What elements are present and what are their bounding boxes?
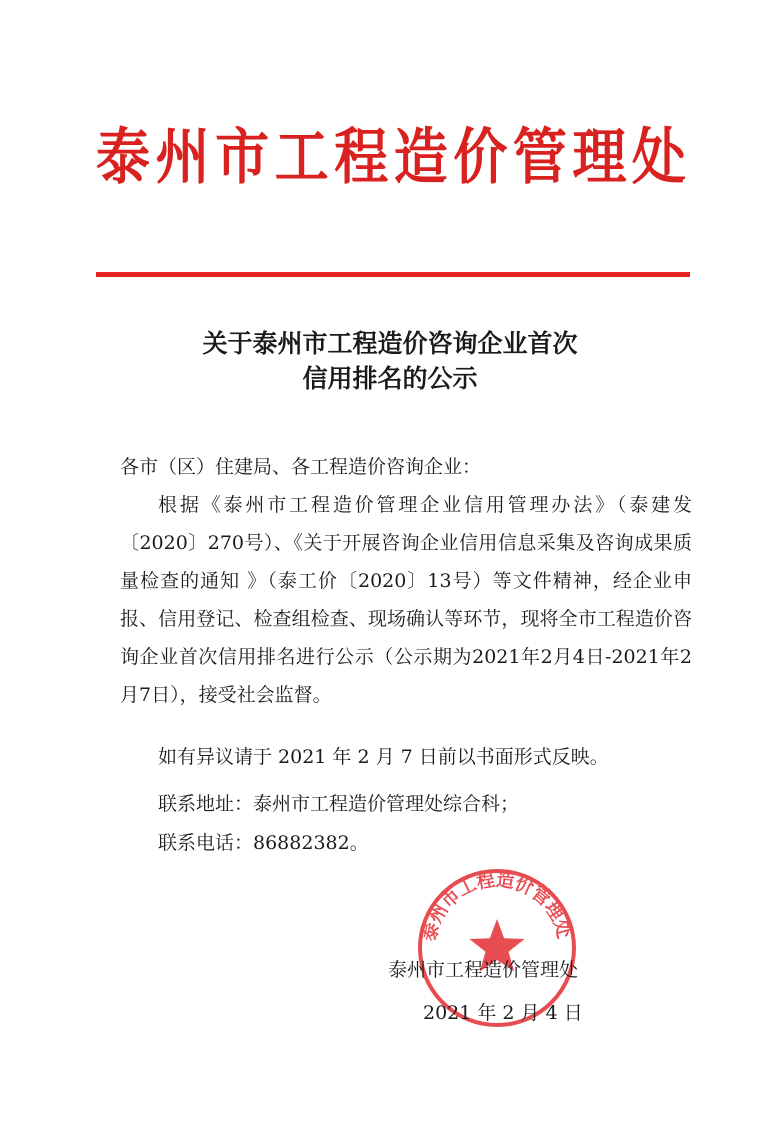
contact-address: 联系地址：泰州市工程造价管理处综合科； — [158, 793, 520, 815]
letterhead-char: 处 — [631, 120, 686, 192]
signature-date: 2021 年 2 月 4 日 — [423, 1002, 583, 1024]
notice-title — [80, 326, 700, 396]
letterhead-char: 造 — [393, 120, 448, 192]
letterhead-char: 州 — [155, 120, 210, 192]
letterhead-char: 理 — [572, 120, 627, 192]
letterhead-char: 程 — [334, 120, 389, 192]
salutation: 各市（区）住建局、各工程造价咨询企业： — [120, 456, 482, 478]
letterhead-char: 价 — [453, 120, 508, 192]
main-paragraph: 根据《泰州市工程造价管理企业信用管理办法》（泰建发〔2020〕270号）、《关于开展咨询企业信用信息采集及咨询成果质量检查的通知 》（泰工价〔2020〕13号）等文件精神，经企业申报、信用登记、检查组检查、现场确认等环节，现将全市工程造价咨询企业首次信用排名进行公示（公示期为2021年2月4日-2021年2月7日），接受社会监督。 — [120, 494, 692, 706]
letterhead-divider — [96, 272, 690, 277]
objection-note: 如有异议请于 2021 年 2 月 7 日前以书面形式反映。 — [158, 746, 609, 768]
letterhead-title — [96, 112, 686, 192]
contact-phone: 联系电话：86882382。 — [158, 832, 369, 854]
letterhead-char: 市 — [215, 120, 270, 192]
letterhead-char: 泰 — [96, 120, 150, 192]
letterhead-char: 工 — [274, 120, 329, 192]
notice-title-line2: 信用排名的公示 — [302, 364, 478, 393]
letterhead-char: 管 — [512, 120, 567, 192]
seal-ring-text: 泰州市工程造价管理处 — [416, 867, 578, 944]
notice-title-line1: 关于泰州市工程造价咨询企业首次 — [202, 329, 578, 358]
signature-org: 泰州市工程造价管理处 — [388, 959, 579, 981]
